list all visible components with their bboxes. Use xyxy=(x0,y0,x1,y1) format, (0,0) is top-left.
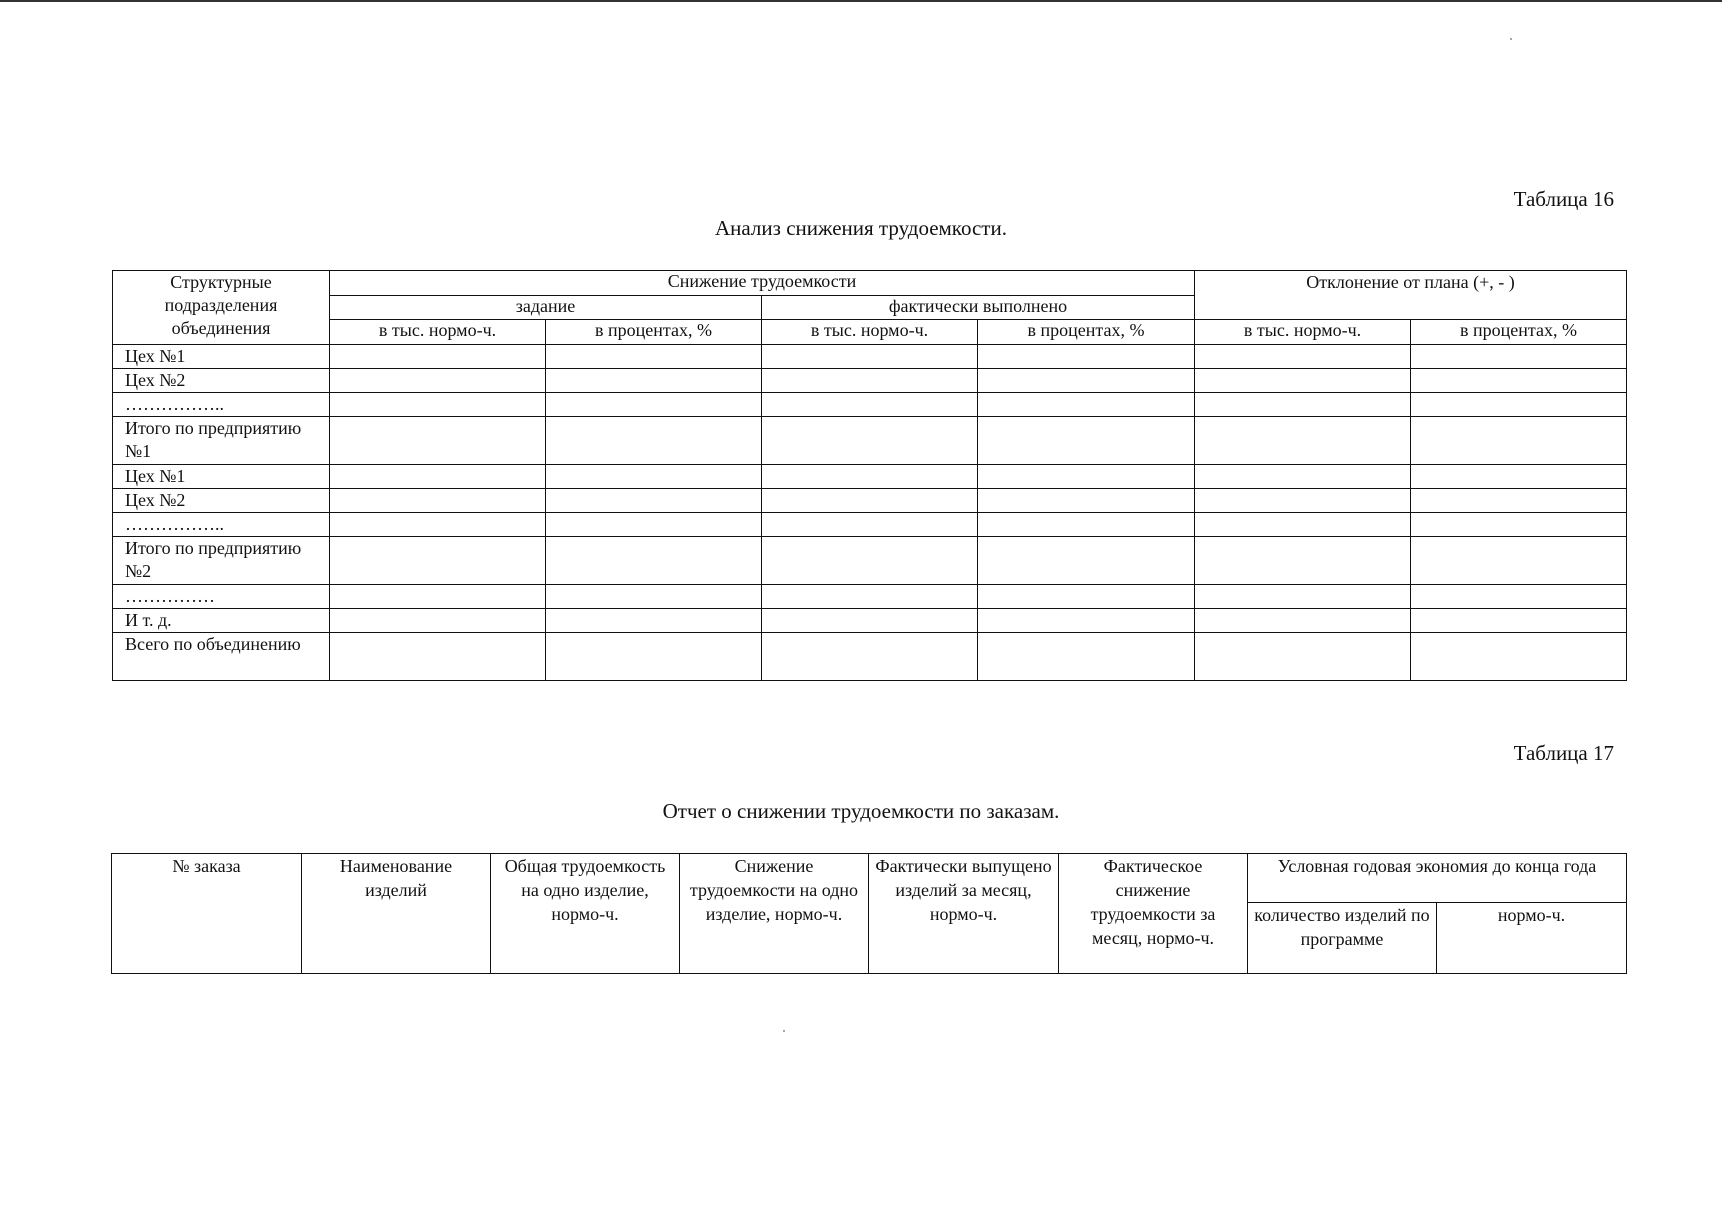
header-total-labor-per-item: Общая трудоемкость на одно изделие, нормо-ч. xyxy=(491,854,680,974)
header-structural-units: Структурные подразделения объединения xyxy=(113,271,330,345)
empty-cell xyxy=(1195,345,1411,369)
header-task-thousand-norm-hours: в тыс. нормо-ч. xyxy=(330,320,546,345)
table16-header-row-3 xyxy=(113,320,1627,345)
table-row xyxy=(113,465,1627,489)
empty-cell xyxy=(1411,393,1627,417)
table-row xyxy=(113,393,1627,417)
empty-cell xyxy=(1195,537,1411,585)
header-actually-done: фактически выполнено xyxy=(762,295,1195,320)
table-row xyxy=(113,489,1627,513)
empty-cell xyxy=(546,513,762,537)
empty-cell xyxy=(978,489,1195,513)
table-row xyxy=(113,537,1627,585)
empty-cell xyxy=(330,345,546,369)
empty-cell xyxy=(330,585,546,609)
empty-cell xyxy=(762,393,978,417)
header-deviation-thousand-norm-hours: в тыс. нормо-ч. xyxy=(1195,320,1411,345)
order-labor-reduction-report-table xyxy=(111,853,1627,974)
empty-cell xyxy=(762,585,978,609)
empty-cell xyxy=(330,465,546,489)
empty-cell xyxy=(546,537,762,585)
row-label: …………….. xyxy=(113,393,330,417)
table-row xyxy=(113,633,1627,681)
empty-cell xyxy=(762,417,978,465)
empty-cell xyxy=(546,609,762,633)
empty-cell xyxy=(1411,417,1627,465)
empty-cell xyxy=(762,345,978,369)
table17-number: Таблица 17 xyxy=(1513,741,1614,765)
empty-cell xyxy=(978,537,1195,585)
row-label: Цех №2 xyxy=(113,489,330,513)
header-actual-percent: в процентах, % xyxy=(978,320,1195,345)
empty-cell xyxy=(978,513,1195,537)
empty-cell xyxy=(1411,489,1627,513)
row-label: Итого по предприятию №1 xyxy=(113,417,330,465)
empty-cell xyxy=(978,393,1195,417)
table16-number: Таблица 16 xyxy=(1513,187,1614,211)
header-labor-reduction-per-item: Снижение трудоемкости на одно изделие, нормо-ч. xyxy=(680,854,869,974)
empty-cell xyxy=(1411,465,1627,489)
table16-header-row-1 xyxy=(113,271,1627,296)
row-label: И т. д. xyxy=(113,609,330,633)
empty-cell xyxy=(1195,393,1411,417)
empty-cell xyxy=(330,609,546,633)
table-row xyxy=(113,609,1627,633)
header-program-quantity: количество изделий по программе xyxy=(1248,903,1437,974)
empty-cell xyxy=(330,417,546,465)
empty-cell xyxy=(546,633,762,681)
row-label: Всего по объединению xyxy=(113,633,330,681)
empty-cell xyxy=(1195,417,1411,465)
empty-cell xyxy=(1195,585,1411,609)
empty-cell xyxy=(978,345,1195,369)
empty-cell xyxy=(546,585,762,609)
row-label: …………… xyxy=(113,585,330,609)
table-row xyxy=(113,513,1627,537)
empty-cell xyxy=(546,417,762,465)
table17-title: Отчет о снижении трудоемкости по заказам. xyxy=(662,799,1060,823)
header-product-name: Наименование изделий xyxy=(302,854,491,974)
empty-cell xyxy=(546,465,762,489)
empty-cell xyxy=(330,369,546,393)
header-task-percent: в процентах, % xyxy=(546,320,762,345)
empty-cell xyxy=(1411,537,1627,585)
header-annual-savings: Условная годовая экономия до конца года xyxy=(1248,854,1627,903)
empty-cell xyxy=(1411,633,1627,681)
empty-cell xyxy=(762,633,978,681)
empty-cell xyxy=(978,633,1195,681)
empty-cell xyxy=(330,513,546,537)
scan-top-edge xyxy=(0,0,1722,2)
empty-cell xyxy=(1195,369,1411,393)
empty-cell xyxy=(978,609,1195,633)
table-row xyxy=(113,585,1627,609)
row-label: Цех №2 xyxy=(113,369,330,393)
empty-cell xyxy=(330,633,546,681)
header-actual-reduction-per-month: Фактическое снижение трудоемкости за месяц, нормо-ч. xyxy=(1059,854,1248,974)
empty-cell xyxy=(762,537,978,585)
empty-cell xyxy=(546,489,762,513)
empty-cell xyxy=(762,609,978,633)
empty-cell xyxy=(546,369,762,393)
empty-cell xyxy=(978,465,1195,489)
table16-title: Анализ снижения трудоемкости. xyxy=(715,216,1007,240)
empty-cell xyxy=(1195,609,1411,633)
header-norm-hours: нормо-ч. xyxy=(1437,903,1627,974)
empty-cell xyxy=(1195,489,1411,513)
row-label: Итого по предприятию №2 xyxy=(113,537,330,585)
table-row xyxy=(113,345,1627,369)
table-row xyxy=(113,417,1627,465)
header-labor-reduction: Снижение трудоемкости xyxy=(330,271,1195,296)
empty-cell xyxy=(1411,585,1627,609)
header-order-number: № заказа xyxy=(112,854,302,974)
empty-cell xyxy=(762,513,978,537)
empty-cell xyxy=(1195,513,1411,537)
table17-header-row-1 xyxy=(112,854,1627,903)
scan-speck xyxy=(783,1030,785,1032)
empty-cell xyxy=(1411,609,1627,633)
empty-cell xyxy=(1411,513,1627,537)
empty-cell xyxy=(978,369,1195,393)
empty-cell xyxy=(1195,465,1411,489)
row-label: …………….. xyxy=(113,513,330,537)
empty-cell xyxy=(978,417,1195,465)
empty-cell xyxy=(546,345,762,369)
empty-cell xyxy=(762,369,978,393)
row-label: Цех №1 xyxy=(113,345,330,369)
empty-cell xyxy=(330,393,546,417)
labor-reduction-analysis-table xyxy=(112,270,1627,681)
empty-cell xyxy=(1411,369,1627,393)
row-label: Цех №1 xyxy=(113,465,330,489)
empty-cell xyxy=(330,489,546,513)
empty-cell xyxy=(762,465,978,489)
empty-cell xyxy=(1411,345,1627,369)
header-deviation-percent: в процентах, % xyxy=(1411,320,1627,345)
header-task: задание xyxy=(330,295,762,320)
empty-cell xyxy=(546,393,762,417)
empty-cell xyxy=(762,489,978,513)
scan-speck xyxy=(1510,38,1512,40)
header-actual-output-per-month: Фактически выпущено изделий за месяц, нормо-ч. xyxy=(869,854,1059,974)
table-row xyxy=(113,369,1627,393)
header-plan-deviation: Отклонение от плана (+, - ) xyxy=(1195,271,1627,320)
header-actual-thousand-norm-hours: в тыс. нормо-ч. xyxy=(762,320,978,345)
empty-cell xyxy=(978,585,1195,609)
empty-cell xyxy=(1195,633,1411,681)
empty-cell xyxy=(330,537,546,585)
